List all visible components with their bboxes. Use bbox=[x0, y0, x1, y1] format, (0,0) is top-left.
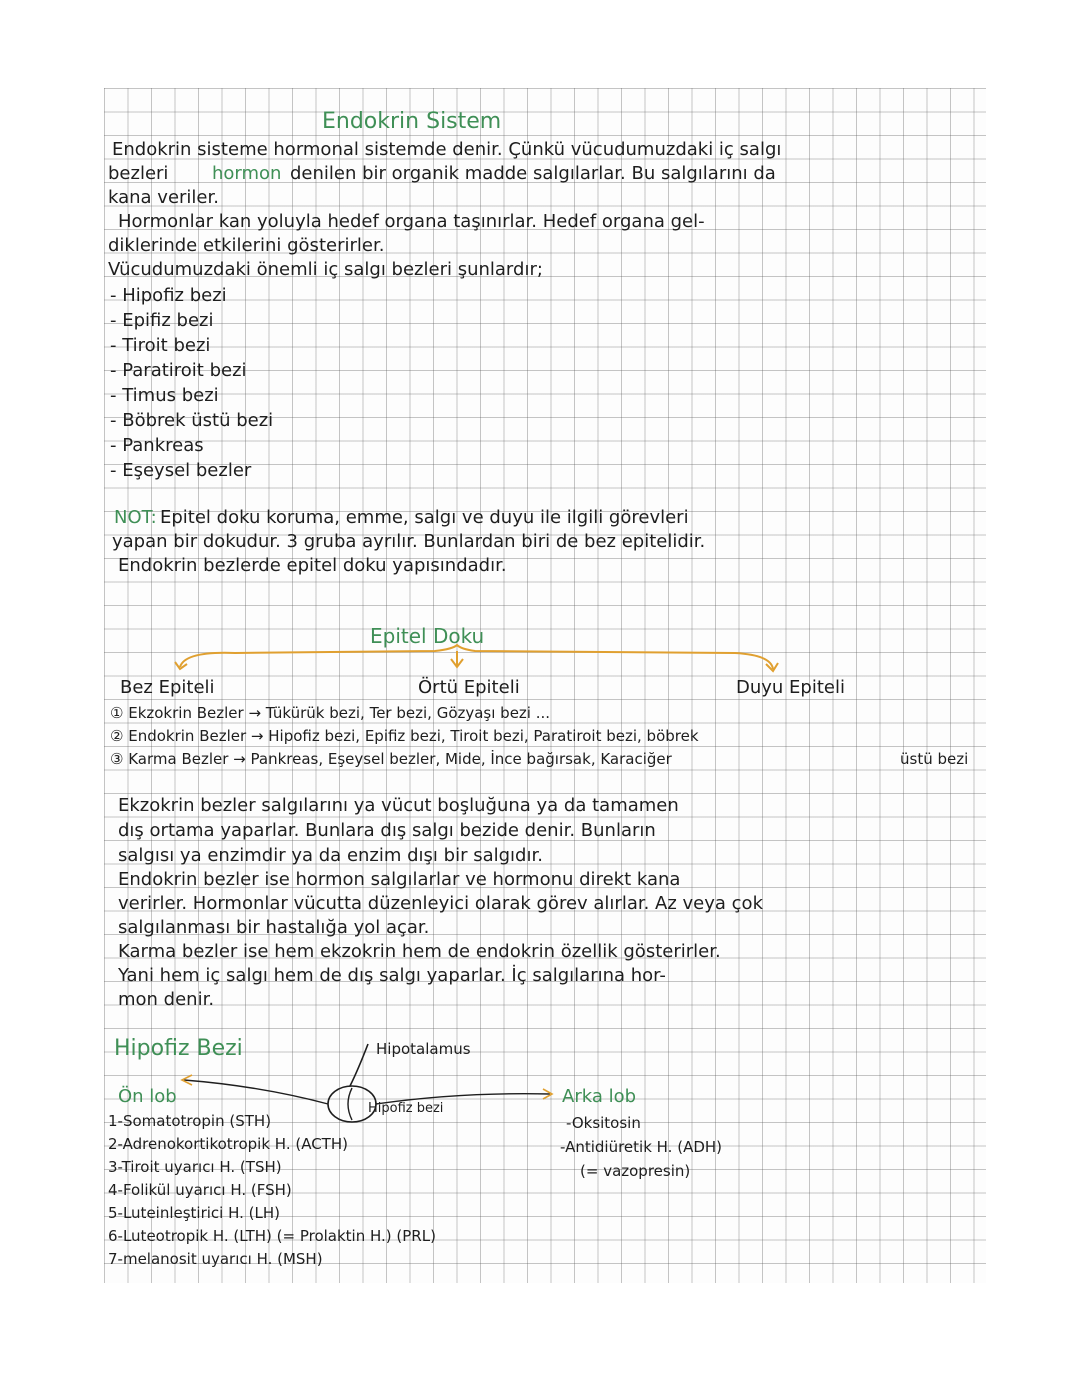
front-hormone: 3-Tiroit uyarıcı H. (TSH) bbox=[108, 1158, 282, 1176]
para2-line: Endokrin bezler ise hormon salgılarlar ve hormonu direkt kana bbox=[118, 869, 681, 890]
hipofiz-diagram bbox=[100, 1036, 560, 1120]
note-label: NOT: bbox=[114, 507, 157, 528]
page-title: Endokrin Sistem bbox=[322, 109, 502, 134]
arrow-middle bbox=[451, 651, 463, 667]
note-line-2: yapan bir dokudur. 3 gruba ayrılır. Bunlardan biri de bez epitelidir. bbox=[112, 531, 706, 552]
gland-item: - Hipofiz bezi bbox=[110, 285, 227, 306]
back-hormone: -Oksitosin bbox=[566, 1114, 641, 1132]
gland-item: - Eşeysel bezler bbox=[110, 460, 252, 481]
gland-item: - Timus bezi bbox=[110, 385, 219, 406]
back-hormone: (= vazopresin) bbox=[580, 1162, 691, 1180]
intro-line-4: Hormonlar kan yoluyla hedef organa taşınırlar. Hedef organa gel- bbox=[118, 211, 705, 232]
gland-item: - Paratiroit bezi bbox=[110, 360, 247, 381]
gland-item: - Epifiz bezi bbox=[110, 310, 214, 331]
para2-line: Ekzokrin bezler salgılarını ya vücut boşluğuna ya da tamamen bbox=[118, 795, 679, 816]
gland-item: - Pankreas bbox=[110, 435, 204, 456]
front-hormone: 1-Somatotropin (STH) bbox=[108, 1112, 272, 1130]
intro-line-5: diklerinde etkilerini gösterirler. bbox=[108, 235, 385, 256]
brace-line bbox=[180, 645, 773, 669]
hipotalamus-label: Hipotalamus bbox=[376, 1040, 471, 1058]
hipotalamus-stalk bbox=[350, 1044, 368, 1086]
para2-line: mon denir. bbox=[118, 989, 215, 1010]
front-hormone: 4-Folikül uyarıcı H. (FSH) bbox=[108, 1181, 292, 1199]
intro-line-1: Endokrin sisteme hormonal sistemde denir. Çünkü vücudumuzdaki iç salgı bbox=[112, 139, 782, 160]
intro-line-2a: bezleri bbox=[108, 163, 169, 184]
para2-line: Yani hem iç salgı hem de dış salgı yaparlar. İç salgılarına hor- bbox=[118, 965, 666, 986]
line-to-front bbox=[184, 1080, 328, 1104]
front-hormone: 5-Luteinleştirici H. (LH) bbox=[108, 1204, 281, 1222]
epitel-item-3: ③ Karma Bezler → Pankreas, Eşeysel bezler, Mide, İnce bağırsak, Karaciğer bbox=[110, 750, 672, 768]
hipofiz-bez-label: Hipofiz bezi bbox=[368, 1101, 444, 1116]
gland-divider bbox=[348, 1088, 352, 1120]
front-lobe-title: Ön lob bbox=[118, 1086, 177, 1107]
para2-line: salgılanması bir hastalığa yol açar. bbox=[118, 917, 430, 938]
para2-line: salgısı ya enzimdir ya da enzim dışı bir salgıdır. bbox=[118, 845, 543, 866]
gland-item: - Tiroit bezi bbox=[110, 335, 211, 356]
front-hormone: 7-melanosit uyarıcı H. (MSH) bbox=[108, 1250, 323, 1268]
intro-line-6: Vücudumuzdaki önemli iç salgı bezleri şunlardır; bbox=[108, 259, 543, 280]
front-hormone: 2-Adrenokortikotropik H. (ACTH) bbox=[108, 1135, 348, 1153]
note-line-3: Endokrin bezlerde epitel doku yapısındadır. bbox=[118, 555, 507, 576]
epitel-item-1: ① Ekzokrin Bezler → Tükürük bezi, Ter bezi, Gözyaşı bezi ... bbox=[110, 704, 551, 722]
back-lobe-title: Arka lob bbox=[562, 1086, 637, 1107]
epitel-item-2: ② Endokrin Bezler → Hipofiz bezi, Epifiz bezi, Tiroit bezi, Paratiroit bezi, böbrek bbox=[110, 727, 699, 745]
gland-item: - Böbrek üstü bezi bbox=[110, 410, 274, 431]
intro-line-2b: denilen bir organik madde salgılarlar. Bu salgılarını da bbox=[290, 163, 776, 184]
intro-hormon-word: hormon bbox=[212, 163, 282, 184]
intro-line-3: kana veriler. bbox=[108, 187, 219, 208]
para2-line: dış ortama yaparlar. Bunlara dış salgı bezide denir. Bunların bbox=[118, 820, 656, 841]
branch-bez-epiteli: Bez Epiteli bbox=[120, 677, 215, 698]
para2-line: verirler. Hormonlar vücutta düzenleyici olarak görev alırlar. Az veya çok bbox=[118, 893, 763, 914]
branch-duyu-epiteli: Duyu Epiteli bbox=[736, 677, 845, 698]
hipofiz-title: Hipofiz Bezi bbox=[114, 1036, 243, 1061]
front-hormone: 6-Luteotropik H. (LTH) (= Prolaktin H.) (PRL) bbox=[108, 1227, 436, 1245]
epitel-brace bbox=[175, 645, 775, 675]
branch-ortu-epiteli: Örtü Epiteli bbox=[418, 677, 520, 698]
back-hormone: -Antidiüretik H. (ADH) bbox=[560, 1138, 723, 1156]
para2-line: Karma bezler ise hem ekzokrin hem de endokrin özellik gösterirler. bbox=[118, 941, 721, 962]
epitel-item-2-tail: üstü bezi bbox=[900, 750, 969, 768]
note-line-1: Epitel doku koruma, emme, salgı ve duyu ile ilgili görevleri bbox=[160, 507, 689, 528]
epitel-title: Epitel Doku bbox=[370, 624, 485, 648]
